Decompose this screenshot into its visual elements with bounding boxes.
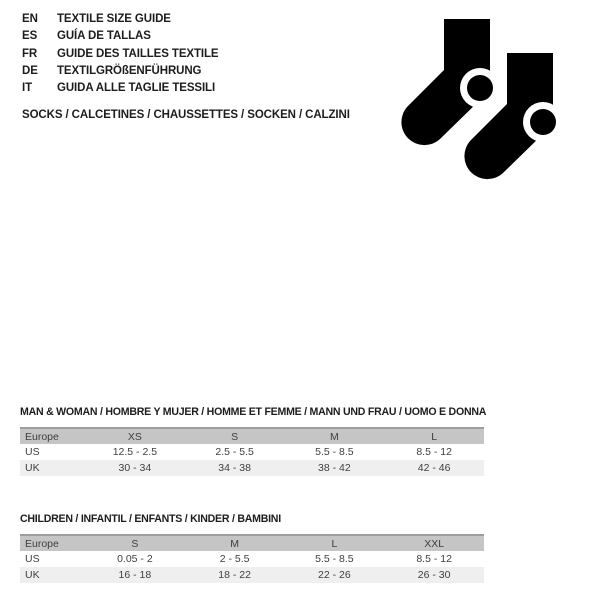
language-row-es (22, 28, 219, 45)
children-size-section (20, 513, 484, 583)
language-list (22, 11, 219, 97)
adult-size-section (20, 406, 487, 476)
size-value: 8.5 - 12 (416, 446, 452, 458)
language-code: ES (22, 30, 38, 43)
row-label: US (25, 553, 40, 565)
language-code: IT (22, 82, 33, 95)
table-row-us (20, 551, 484, 567)
column-header-size: S (131, 537, 139, 550)
column-header-size: XS (127, 430, 142, 443)
language-code: DE (22, 64, 38, 77)
size-value: 0.05 - 2 (117, 553, 153, 565)
table-row-uk (20, 460, 484, 476)
language-row-it (22, 80, 219, 97)
adult-size-table (20, 427, 484, 476)
size-value: 16 - 18 (118, 569, 152, 581)
size-value: 5.5 - 8.5 (315, 446, 354, 458)
size-value: 22 - 26 (318, 569, 351, 581)
column-header-region: Europe (25, 537, 59, 550)
language-label: GUÍA DE TALLAS (57, 30, 151, 43)
children-header-row (20, 535, 484, 551)
size-value: 38 - 42 (318, 462, 351, 474)
table-row-us (20, 444, 484, 460)
column-header-size: XXL (424, 537, 445, 550)
children-table-title: CHILDREN / INFANTIL / ENFANTS / KINDER / BAMBINI (20, 513, 281, 525)
size-value: 30 - 34 (118, 462, 152, 474)
row-label: UK (25, 569, 40, 581)
category-title: SOCKS / CALCETINES / CHAUSSETTES / SOCKEN / CALZINI (22, 109, 350, 121)
language-row-fr (22, 46, 219, 63)
language-code: EN (22, 13, 38, 25)
language-label: TEXTILE SIZE GUIDE (57, 13, 171, 25)
size-value: 5.5 - 8.5 (315, 553, 354, 565)
size-value: 34 - 38 (218, 462, 251, 474)
column-header-size: L (431, 430, 438, 443)
children-size-table (20, 534, 484, 583)
language-row-de (22, 63, 219, 80)
size-value: 8.5 - 12 (416, 553, 452, 565)
language-label: GUIDA ALLE TAGLIE TESSILI (57, 82, 216, 95)
table-row-uk (20, 567, 484, 583)
row-label: US (25, 446, 40, 458)
language-row-en (22, 11, 219, 28)
size-value: 18 - 22 (218, 569, 251, 581)
size-value: 26 - 30 (417, 569, 451, 581)
socks-icon (400, 0, 600, 190)
size-value: 2 - 5.5 (219, 553, 250, 565)
language-code: FR (22, 47, 38, 60)
column-header-size: M (330, 430, 339, 443)
language-label: GUIDE DES TAILLES TEXTILE (57, 47, 219, 60)
row-label: UK (25, 462, 40, 474)
size-value: 2.5 - 5.5 (215, 446, 254, 458)
language-label: TEXTILGRÖßENFÜHRUNG (57, 64, 202, 77)
column-header-size: L (331, 537, 338, 550)
size-value: 42 - 46 (417, 462, 451, 474)
size-value: 12.5 - 2.5 (112, 446, 158, 458)
adult-table-title: MAN & WOMAN / HOMBRE Y MUJER / HOMME ET FEMME / MANN UND FRAU / UOMO E DONNA (20, 406, 487, 418)
column-header-region: Europe (25, 430, 59, 443)
column-header-size: M (230, 537, 239, 550)
adult-header-row (20, 428, 484, 444)
column-header-size: S (231, 430, 239, 443)
